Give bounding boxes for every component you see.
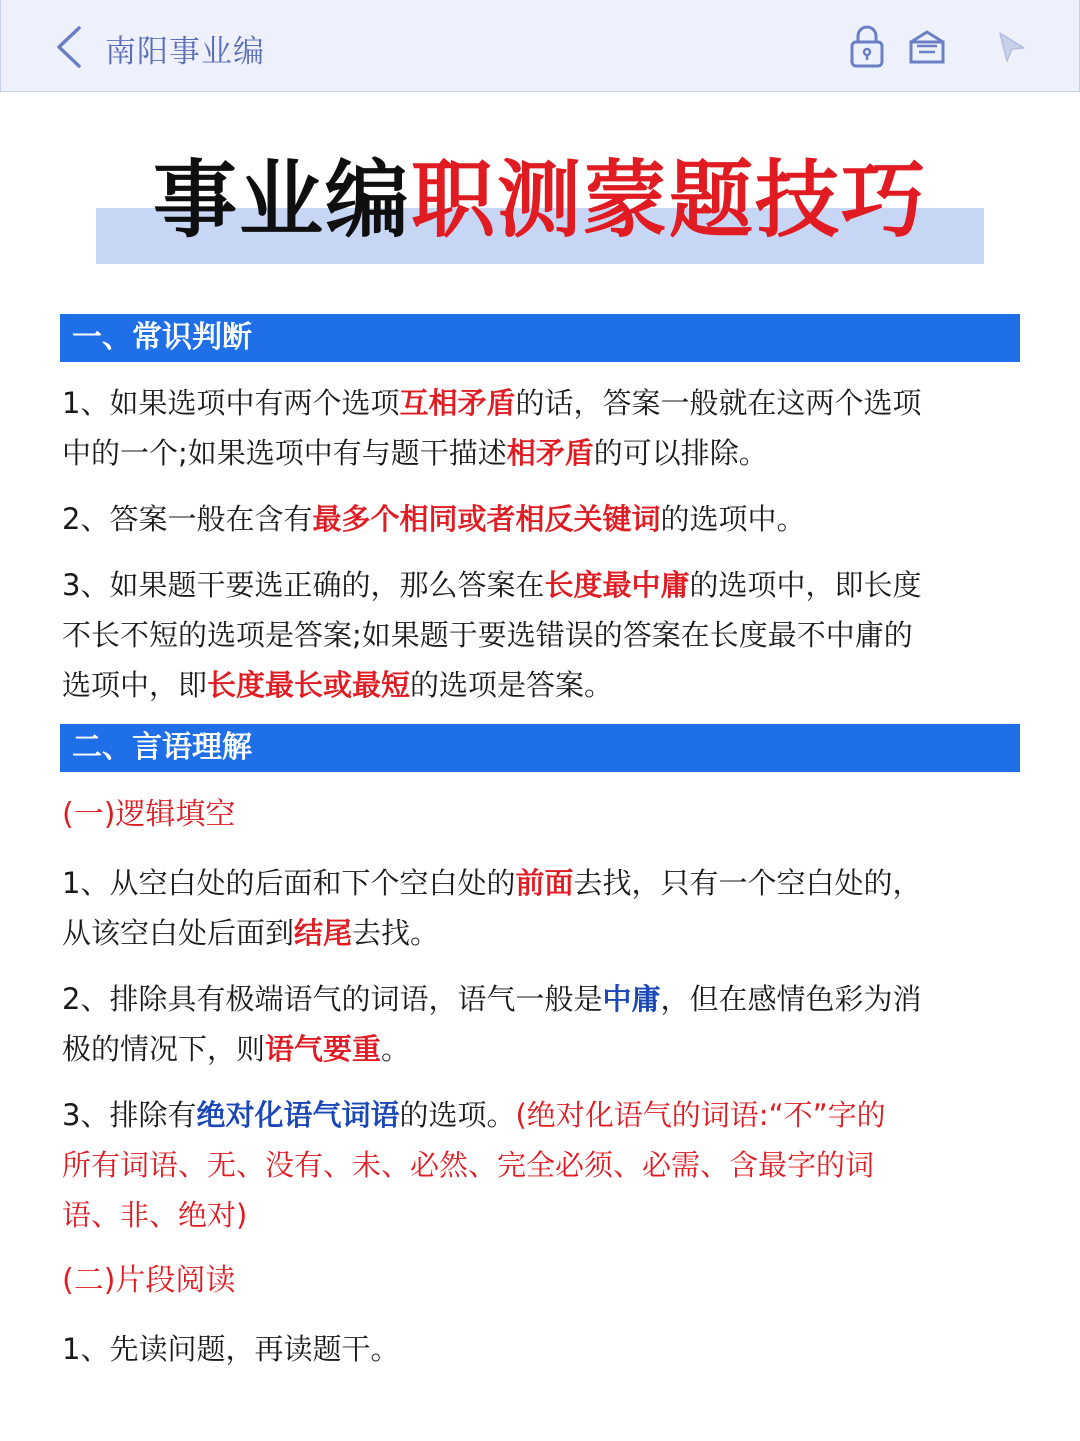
highlight-red: 最多个相同或者相反关键词: [312, 502, 661, 536]
top-nav-bar: [0, 0, 1080, 92]
text: 从该空白处后面到: [62, 916, 295, 950]
highlight-red: 结尾: [294, 916, 353, 950]
highlight-red: 语气要重: [265, 1032, 382, 1066]
text: 中的一个;如果选项中有与题干描述: [62, 436, 507, 470]
s2-paragraph-3: [62, 1090, 1022, 1240]
s1-paragraph-1: [62, 378, 1022, 478]
subheading-logic-fill: (一)逻辑填空: [62, 797, 236, 832]
text: 去找，只有一个空白处的，: [573, 866, 922, 900]
s2-paragraph-1: [62, 858, 1022, 958]
highlight-red: 互相矛盾: [399, 386, 516, 420]
text: 不长不短的选项是答案;如果题于要选错误的答案在长度最不中庸的: [62, 618, 913, 652]
highlight-red: 长度最长或最短: [207, 668, 411, 702]
hero-title-red: 职测蒙题技巧: [411, 150, 928, 249]
section-header-verbal: 二、言语理解: [60, 724, 1020, 772]
s2-paragraph-4: 1、先读问题，再读题干。: [62, 1332, 400, 1366]
highlight-red: 相矛盾: [506, 436, 594, 470]
mail-icon[interactable]: [907, 26, 947, 66]
text: 1、从空白处的后面和下个空白处的: [62, 866, 516, 900]
text: 1、如果选项中有两个选项: [62, 386, 400, 420]
text: 的选项是答案。: [410, 668, 614, 702]
text: 极的情况下，则: [62, 1032, 266, 1066]
text: 2、排除具有极端语气的词语，语气一般是: [62, 982, 603, 1016]
highlight-red: 前面: [515, 866, 574, 900]
hero-title: [96, 140, 984, 260]
back-icon[interactable]: [51, 24, 85, 70]
hero-title-block: [96, 140, 984, 264]
note-red: (绝对化语气的词语:“不”字的: [515, 1098, 886, 1132]
nav-title: 南阳事业编: [105, 34, 265, 70]
send-icon[interactable]: [997, 30, 1027, 64]
text: 的选项中。: [660, 502, 806, 536]
text: ，但在感情色彩为消: [660, 982, 922, 1016]
note-red: 语、非、绝对): [62, 1198, 248, 1232]
s2-paragraph-2: [62, 974, 1022, 1074]
section-header-common-sense: 一、常识判断: [60, 314, 1020, 362]
highlight-blue: 中庸: [602, 982, 661, 1016]
text: 3、如果题干要选正确的，那么答案在: [62, 568, 545, 602]
text: 选项中，即: [62, 668, 208, 702]
note-red: 所有词语、无、没有、未、必然、完全必须、必需、含最字的词: [62, 1148, 875, 1182]
text: 的选项中，即长度: [689, 568, 922, 602]
text: 的选项。: [399, 1098, 516, 1132]
s1-paragraph-3: [62, 560, 1022, 710]
text: 2、答案一般在含有: [62, 502, 313, 536]
s1-paragraph-2: [62, 494, 1022, 544]
hero-title-black: 事业编: [152, 150, 411, 249]
subheading-passage-reading: (二)片段阅读: [62, 1263, 236, 1298]
highlight-red: 长度最中庸: [544, 568, 690, 602]
highlight-blue: 绝对化语气词语: [196, 1098, 400, 1132]
text: 的可以排除。: [593, 436, 768, 470]
text: 的话，答案一般就在这两个选项: [515, 386, 922, 420]
text: 去找。: [352, 916, 440, 950]
lock-icon[interactable]: [849, 24, 885, 68]
text: 。: [381, 1032, 411, 1066]
text: 3、排除有: [62, 1098, 197, 1132]
